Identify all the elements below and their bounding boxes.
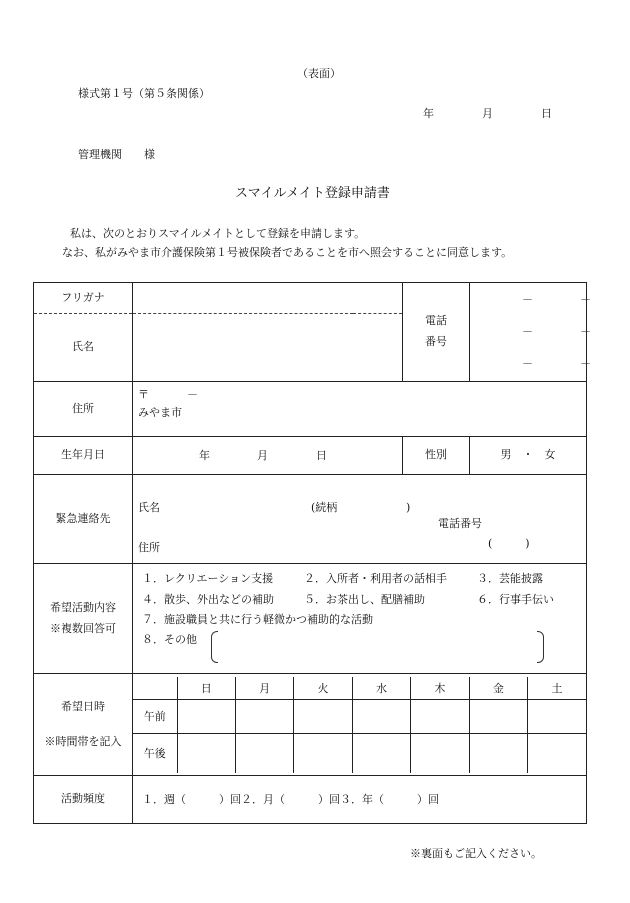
phone1-dash-b: － — [580, 293, 591, 306]
emergency-address-label: 住所 — [138, 541, 160, 554]
frequency-label-cell — [34, 776, 133, 824]
pm-mon-cell[interactable] — [235, 733, 293, 773]
am-label: 午前 — [133, 699, 177, 733]
activities-label: 希望活動内容 — [50, 600, 116, 614]
day-sun: 日 — [177, 677, 235, 700]
emergency-phone-paren: ( ) — [488, 537, 530, 550]
activity-option-1[interactable]: １．レクリエーション支援 — [142, 572, 274, 585]
pm-sat-cell[interactable] — [528, 733, 586, 773]
addressee: 管理機関 様 — [78, 148, 155, 161]
frequency-label: 活動頻度 — [61, 792, 105, 806]
name-label-cell — [34, 314, 133, 382]
furigana-label: フリガナ — [61, 290, 105, 304]
emergency-relation-open: (続柄 — [311, 501, 338, 514]
intro-line-1: 私は、次のとおりスマイルメイトとして登録を申請します。 — [70, 227, 366, 240]
phone2-dash-a: － — [522, 325, 533, 338]
activities-note: ※複数回答可 — [50, 621, 116, 635]
date-month-label: 月 — [482, 107, 493, 120]
address-city: みやま市 — [138, 406, 182, 419]
postal-dash: － — [187, 388, 198, 401]
activities-field[interactable] — [133, 564, 587, 674]
activity-option-2[interactable]: ２．入所者・利用者の話相手 — [304, 572, 447, 585]
date-year-label: 年 — [423, 107, 434, 120]
gender-options[interactable] — [470, 437, 587, 475]
emergency-relation-close: ) — [406, 501, 411, 514]
pm-wed-cell[interactable] — [352, 733, 410, 773]
am-tue-cell[interactable] — [294, 699, 352, 733]
am-sun-cell[interactable] — [177, 699, 235, 733]
pm-fri-cell[interactable] — [469, 733, 527, 773]
frequency-field[interactable] — [133, 776, 587, 824]
pm-label: 午後 — [133, 733, 177, 773]
intro-line-2: なお、私がみやま市介護保険第１号被保険者であることを市へ照会することに同意します。 — [62, 246, 513, 259]
emergency-phone-label: 電話番号 — [438, 517, 482, 530]
front-side-label: （表面） — [297, 67, 341, 80]
schedule-label-cell — [34, 674, 133, 776]
day-mon: 月 — [235, 677, 293, 700]
day-thu: 木 — [411, 677, 469, 700]
gender-options-text: 男 ・ 女 — [500, 448, 556, 462]
phone-label-line-2: 番号 — [425, 335, 447, 348]
furigana-label-cell — [34, 283, 133, 314]
schedule-label: 希望日時 — [61, 699, 105, 713]
am-thu-cell[interactable] — [411, 699, 469, 733]
address-field[interactable] — [133, 382, 587, 437]
birth-year-label: 年 — [199, 449, 210, 462]
address-label-cell — [34, 382, 133, 437]
activity-option-6[interactable]: ６．行事手伝い — [477, 593, 554, 606]
pm-thu-cell[interactable] — [411, 733, 469, 773]
emergency-label-cell — [34, 475, 133, 564]
am-sat-cell[interactable] — [528, 699, 586, 733]
day-sat: 土 — [528, 677, 586, 700]
name-field[interactable] — [133, 314, 403, 382]
furigana-field[interactable] — [133, 283, 403, 314]
emergency-label: 緊急連絡先 — [55, 511, 111, 525]
birth-day-label: 日 — [316, 449, 327, 462]
am-fri-cell[interactable] — [469, 699, 527, 733]
birth-month-label: 月 — [257, 449, 268, 462]
phone3-dash-b: － — [580, 357, 591, 370]
frequency-options: １．週（ ）回２．月（ ）回３．年（ ）回 — [142, 793, 439, 806]
form-number: 様式第１号（第５条関係） — [78, 87, 210, 100]
pm-sun-cell[interactable] — [177, 733, 235, 773]
schedule-corner — [133, 677, 177, 700]
activity-option-5[interactable]: ５．お茶出し、配膳補助 — [304, 593, 425, 606]
address-label: 住所 — [72, 401, 94, 415]
phone-field[interactable] — [470, 283, 591, 382]
activities-label-cell — [34, 564, 133, 674]
schedule-grid-cell — [133, 674, 587, 776]
gender-label: 性別 — [425, 448, 447, 462]
schedule-grid — [133, 677, 586, 773]
activity-option-8[interactable]: ８．その他 — [142, 633, 197, 646]
birthdate-label-cell — [34, 437, 133, 475]
emergency-name-label: 氏名 — [138, 501, 160, 514]
date-day-label: 日 — [541, 107, 552, 120]
application-form-table — [33, 282, 591, 824]
day-wed: 水 — [352, 677, 410, 700]
footer-note: ※裏面もご記入ください。 — [410, 847, 542, 860]
postal-mark: 〒 — [138, 388, 149, 401]
pm-tue-cell[interactable] — [294, 733, 352, 773]
birthdate-field[interactable] — [133, 437, 403, 475]
other-bracket-close — [537, 631, 544, 663]
day-tue: 火 — [294, 677, 352, 700]
phone1-dash-a: － — [522, 293, 533, 306]
other-bracket-open — [211, 631, 218, 663]
name-label: 氏名 — [72, 340, 94, 354]
emergency-field[interactable] — [133, 475, 587, 564]
am-wed-cell[interactable] — [352, 699, 410, 733]
activity-option-4[interactable]: ４．散歩、外出などの補助 — [142, 593, 274, 606]
phone3-dash-a: － — [522, 357, 533, 370]
gender-label-cell — [403, 437, 470, 475]
birthdate-label: 生年月日 — [61, 448, 105, 462]
activity-option-3[interactable]: ３．芸能披露 — [477, 572, 543, 585]
phone-label-line-1: 電話 — [425, 314, 447, 328]
document-title: スマイルメイト登録申請書 — [235, 186, 390, 201]
schedule-note: ※時間帯を記入 — [44, 734, 122, 748]
day-fri: 金 — [469, 677, 527, 700]
phone2-dash-b: － — [580, 325, 591, 338]
activity-option-7[interactable]: ７．施設職員と共に行う軽微かつ補助的な活動 — [142, 613, 373, 626]
am-mon-cell[interactable] — [235, 699, 293, 733]
phone-label-cell — [403, 283, 470, 382]
